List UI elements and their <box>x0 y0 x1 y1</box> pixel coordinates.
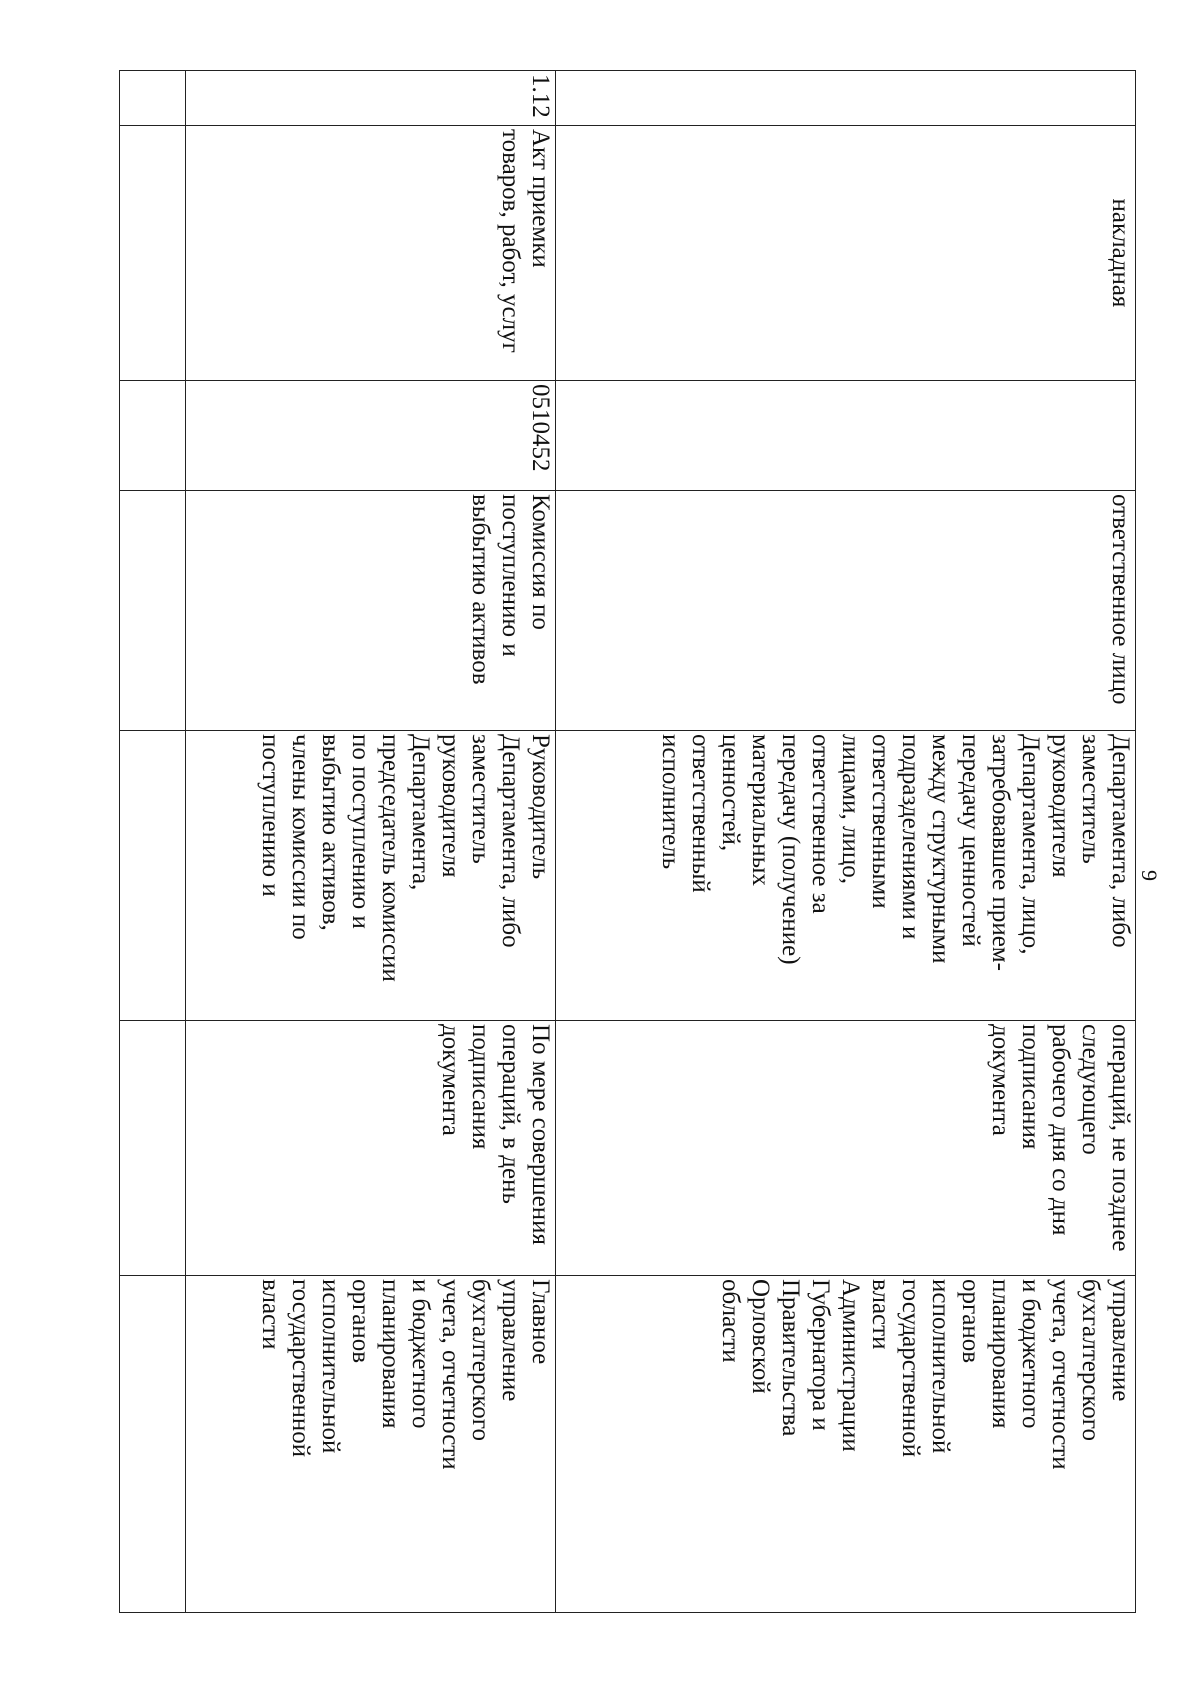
signer-line: Руководитель <box>527 734 554 880</box>
deadline-line: документа <box>437 1024 464 1136</box>
empty-cell <box>120 381 186 491</box>
compiler-line: Комиссия по <box>527 494 554 630</box>
document-name-cell <box>556 126 1136 381</box>
deadline-line: операций, в день <box>497 1024 524 1204</box>
deadline-cell <box>186 1021 556 1276</box>
signer-line: подразделениями и <box>897 734 924 940</box>
empty-cell <box>120 71 186 126</box>
recipient-line: бухгалтерского <box>1077 1279 1104 1441</box>
rotated-table-wrapper <box>120 70 1136 1612</box>
table-row-empty <box>120 71 186 1613</box>
signer-line: исполнитель <box>657 734 684 870</box>
signer-cell <box>186 731 556 1021</box>
table-row <box>186 71 556 1613</box>
recipient-line: планирования <box>987 1279 1014 1429</box>
compiler-cell <box>186 491 556 731</box>
signer-line: Департамента, либо <box>1107 734 1134 948</box>
recipient-line: власти <box>867 1279 894 1350</box>
recipient-line: и бюджетного <box>407 1279 434 1429</box>
deadline-line: операций, не позднее <box>1107 1024 1134 1252</box>
empty-cell <box>120 1021 186 1276</box>
documents-table <box>119 70 1136 1613</box>
signer-line: руководителя <box>437 734 464 878</box>
empty-cell <box>120 731 186 1021</box>
signer-line: руководителя <box>1047 734 1074 878</box>
signer-line: Департамента, <box>407 734 434 891</box>
recipient-line: власти <box>257 1279 284 1350</box>
recipient-line: учета, отчетности <box>1047 1279 1074 1470</box>
signer-line: между структурными <box>927 734 954 964</box>
recipient-line: государственной <box>287 1279 314 1458</box>
recipient-cell <box>556 1276 1136 1613</box>
recipient-line: бухгалтерского <box>467 1279 494 1441</box>
signer-line: передачу ценностей <box>957 734 984 947</box>
signer-line: ответственное за <box>807 734 834 914</box>
recipient-line: органов <box>957 1279 984 1364</box>
deadline-line: рабочего дня со дня <box>1047 1024 1074 1236</box>
table-body <box>120 71 1136 1613</box>
signer-line: ответственными <box>867 734 894 909</box>
deadline-cell <box>556 1021 1136 1276</box>
compiler-cell <box>556 491 1136 731</box>
recipient-line: исполнительной <box>927 1279 954 1454</box>
form-code-cell: 0510452 <box>186 381 556 491</box>
row-number-cell: 1.12 <box>186 71 556 126</box>
signer-line: по поступлению и <box>347 734 374 929</box>
signer-line: Департамента, либо <box>497 734 524 948</box>
signer-line: ответственный <box>687 734 714 893</box>
recipient-line: государственной <box>897 1279 924 1458</box>
signer-line: выбытию активов, <box>317 734 344 931</box>
empty-cell <box>120 491 186 731</box>
signer-line: Департамента, лицо, <box>1017 734 1044 955</box>
signer-line: заместитель <box>1077 734 1104 864</box>
signer-line: передачу (получение) <box>777 734 804 965</box>
signer-line: заместитель <box>467 734 494 864</box>
recipient-line: планирования <box>377 1279 404 1429</box>
signer-cell <box>556 731 1136 1021</box>
recipient-cell <box>186 1276 556 1613</box>
table-row <box>556 71 1136 1613</box>
row-number-cell <box>556 71 1136 126</box>
document-name-line: Акт приемки <box>527 129 554 268</box>
recipient-line: Губернатора и <box>807 1279 834 1431</box>
compiler-line: поступлению и <box>497 494 524 657</box>
recipient-line: органов <box>347 1279 374 1364</box>
deadline-line: подписания <box>467 1024 494 1150</box>
empty-cell <box>120 126 186 381</box>
signer-line: члены комиссии по <box>287 734 314 940</box>
recipient-line: области <box>717 1279 744 1363</box>
document-name-cell <box>186 126 556 381</box>
recipient-line: и бюджетного <box>1017 1279 1044 1429</box>
signer-line: затребовавшее прием- <box>987 734 1014 971</box>
compiler-line: выбытию активов <box>467 494 494 685</box>
deadline-line: подписания <box>1017 1024 1044 1150</box>
recipient-line: Главное <box>527 1279 554 1365</box>
recipient-line: управление <box>497 1279 524 1402</box>
recipient-line: управление <box>1107 1279 1134 1402</box>
deadline-line: По мере совершения <box>527 1024 554 1246</box>
document-name-line: товаров, работ, услуг <box>497 129 524 353</box>
deadline-line: следующего <box>1077 1024 1104 1155</box>
compiler-line: ответственное лицо <box>1107 494 1134 705</box>
form-code-cell <box>556 381 1136 491</box>
signer-line: председатель комиссии <box>377 734 404 982</box>
signer-line: поступлению и <box>257 734 284 897</box>
signer-line: ценностей, <box>717 734 744 852</box>
signer-line: материальных <box>747 734 774 886</box>
document-name-line: накладная <box>1107 198 1134 308</box>
recipient-line: учета, отчетности <box>437 1279 464 1470</box>
recipient-line: Орловской <box>747 1279 774 1394</box>
page-number: 9 <box>1137 870 1162 881</box>
recipient-line: исполнительной <box>317 1279 344 1454</box>
recipient-line: Администрации <box>837 1279 864 1452</box>
signer-line: лицами, лицо, <box>837 734 864 885</box>
empty-cell <box>120 1276 186 1613</box>
deadline-line: документа <box>987 1024 1014 1136</box>
recipient-line: Правительства <box>777 1279 804 1437</box>
